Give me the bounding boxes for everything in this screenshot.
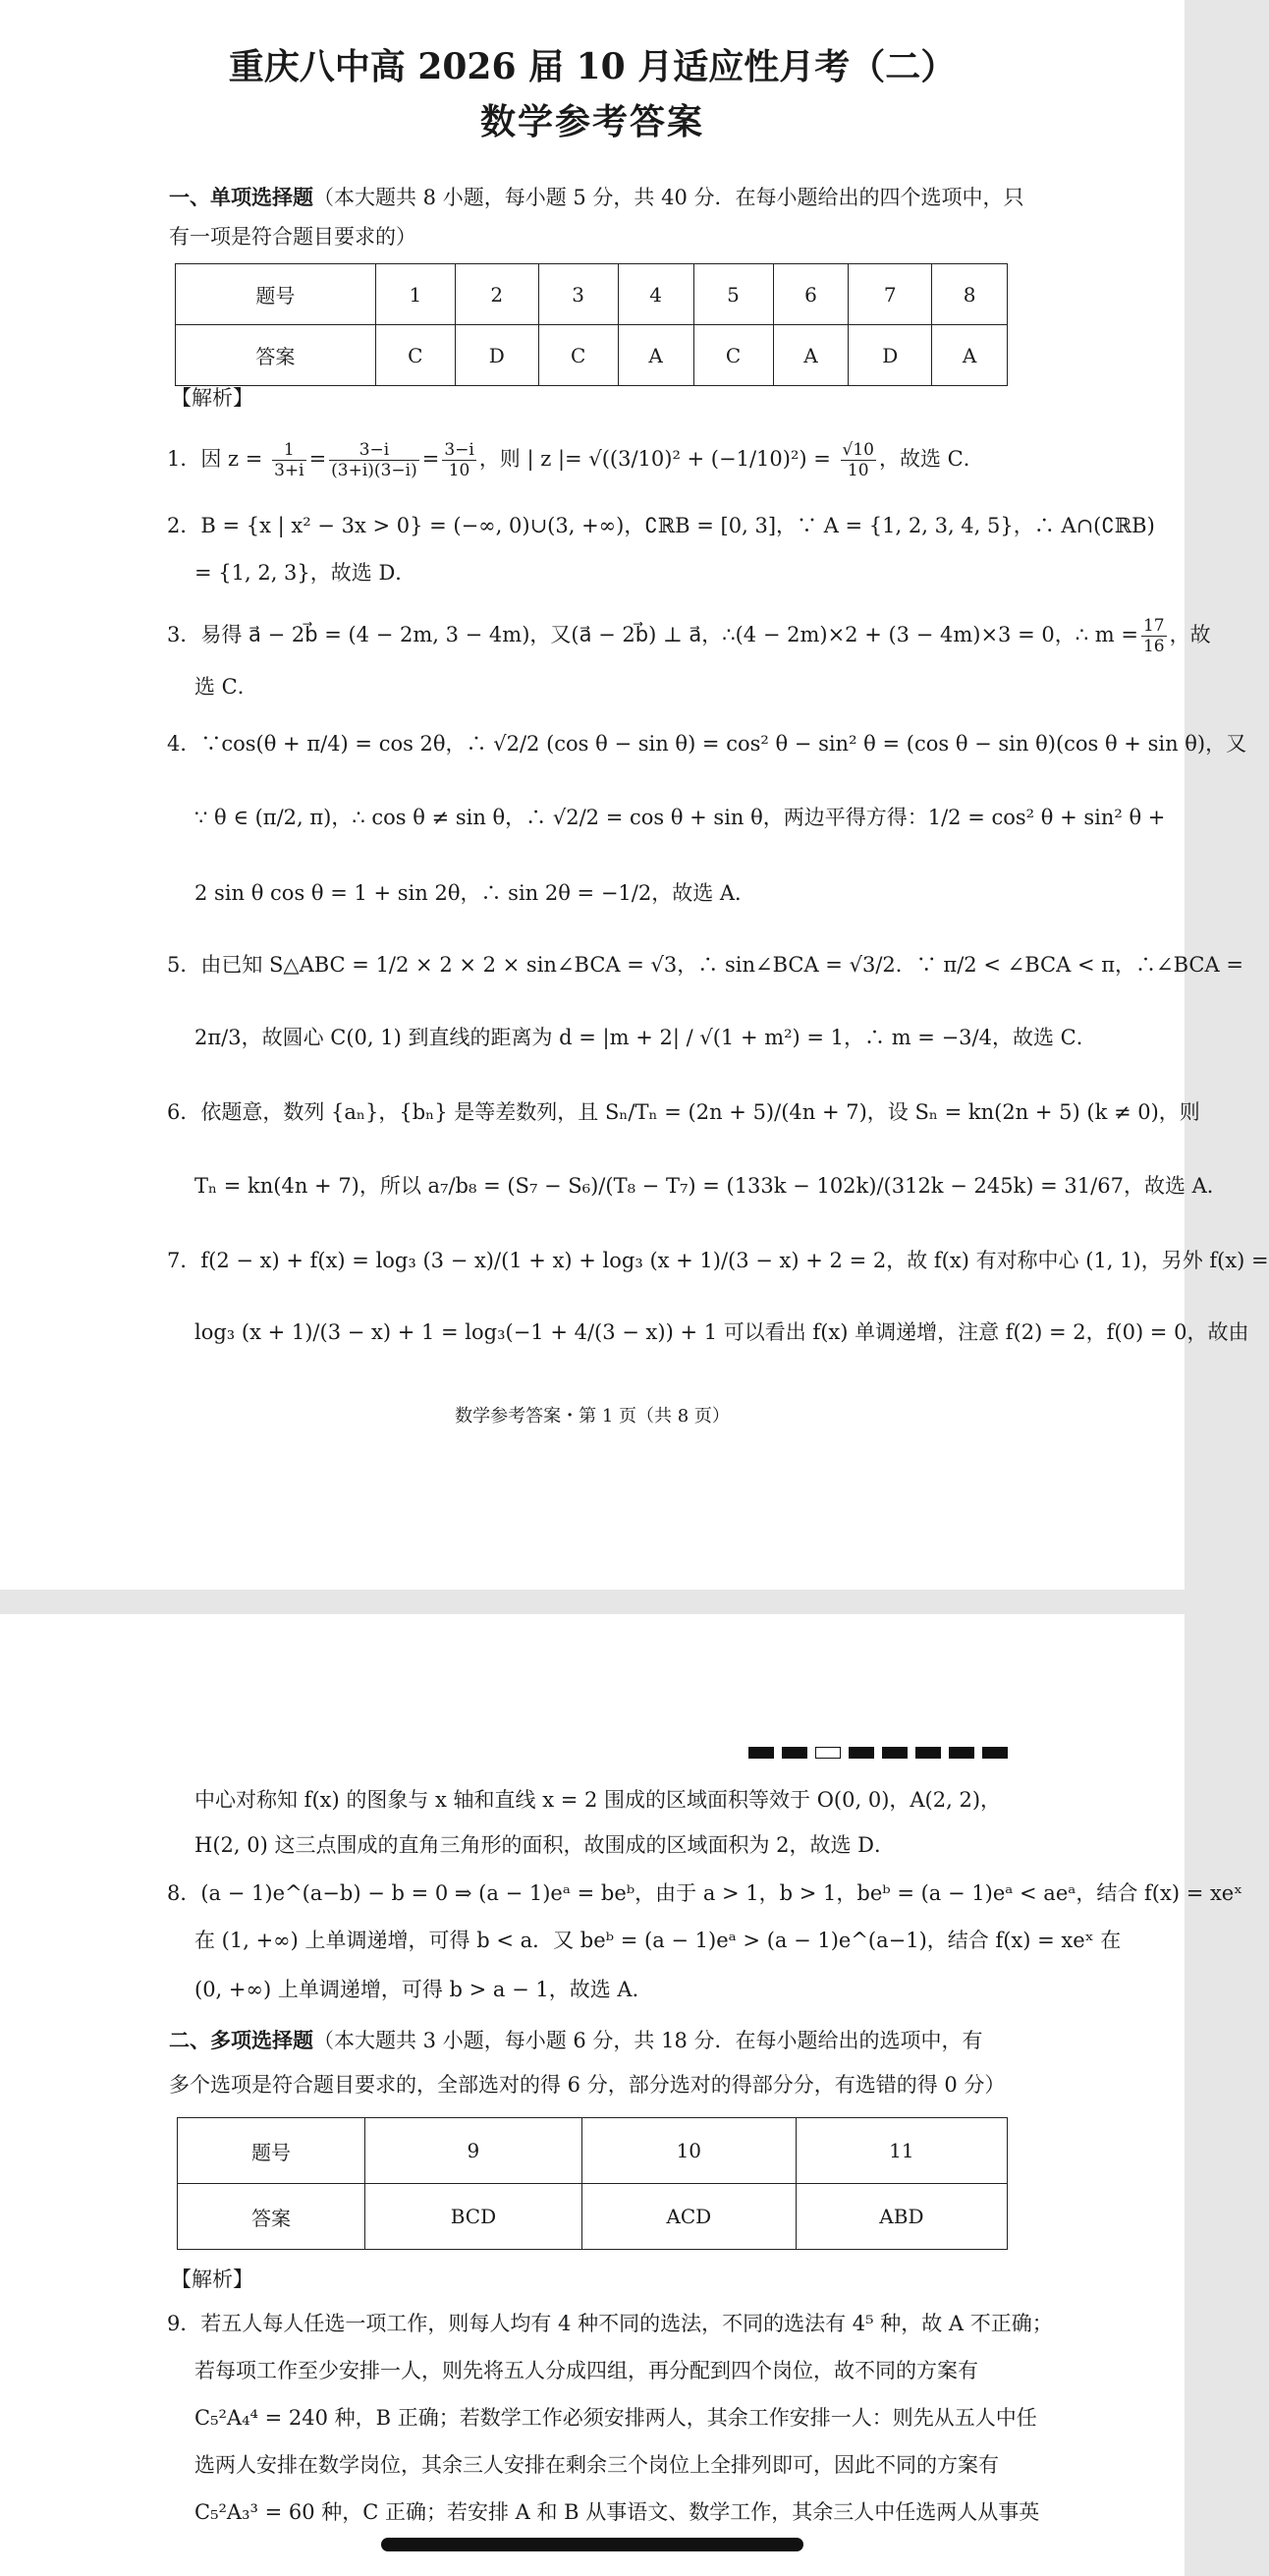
answer-cell: A	[932, 325, 1008, 386]
solution-4-line-2: ∵ θ ∈ (π/2, π)，∴ cos θ ≠ sin θ，∴ √2/2 = cos θ + sin θ，两边平得方得：1/2 = cos² θ + sin² θ +	[194, 806, 1166, 829]
solution-1	[167, 440, 1014, 480]
table-row-label: 答案	[178, 2184, 365, 2250]
answer-table-multiple	[177, 2117, 1008, 2250]
solution-7-line-4: H(2, 0) 这三点围成的直角三角形的面积，故围成的区域面积为 2，故选 D．	[194, 1833, 895, 1857]
answer-cell: C	[375, 325, 455, 386]
answer-cell: BCD	[365, 2184, 582, 2250]
equals: =	[421, 447, 440, 471]
solution-9-line-1: 9．若五人每人任选一项工作，则每人均有 4 种不同的选法，不同的选法有 4⁵ 种，故 A 不正确；	[167, 2312, 1053, 2335]
s1-text-a: 1．因 z =	[167, 447, 263, 471]
solution-2-line-2: = {1, 2, 3}，故选 D．	[194, 561, 416, 585]
s1-text-b: ，则 | z |= √((3/10)² + (−1/10)²) =	[478, 447, 831, 471]
answer-cell: C	[538, 325, 618, 386]
question-number-cell: 11	[796, 2118, 1007, 2184]
solution-6-line-1: 6．依题意，数列 {aₙ}，{bₙ} 是等差数列，且 Sₙ/Tₙ = (2n + 5)/(4n + 7)，设 Sₙ = kn(2n + 5) (k ≠ 0)，则	[167, 1100, 1200, 1124]
denominator: 3+i	[274, 461, 304, 480]
solution-6-line-2: Tₙ = kn(4n + 7)，所以 a₇/b₈ = (S₇ − S₆)/(T₈ − T₇) = (133k − 102k)/(312k − 245k) = 31/67，故选 A．	[194, 1174, 1228, 1198]
solution-8-line-1: 8．(a − 1)e^(a−b) − b = 0 ⇒ (a − 1)eᵃ = beᵇ，由于 a > 1，b > 1，beᵇ = (a − 1)eᵃ < aeᵃ，结合 f(x) = xeˣ	[167, 1881, 1243, 1905]
solution-8-line-3: (0, +∞) 上单调递增，可得 b > a − 1，故选 A．	[194, 1978, 653, 2001]
section-1-desc-b: 有一项是符合题目要求的）	[169, 225, 416, 249]
solution-9-line-3: C₅²A₄⁴ = 240 种，B 正确；若数学工作必须安排两人，其余工作安排一人：则先从五人中任	[194, 2406, 1037, 2430]
document-title: 重庆八中高 2026 届 10 月适应性月考（二）	[228, 46, 957, 87]
solution-4-line-3: 2 sin θ cos θ = 1 + sin 2θ，∴ sin 2θ = −1/2，故选 A．	[194, 881, 756, 905]
question-number-cell: 5	[693, 264, 773, 325]
denominator: 16	[1142, 637, 1165, 656]
fraction	[841, 440, 876, 480]
s3-text-a: 3．易得 a⃗ − 2b⃗ = (4 − 2m, 3 − 4m)，又(a⃗ − 2b⃗) ⊥ a⃗，∴(4 − 2m)×2 + (3 − 4m)×3 = 0，∴ m =	[167, 623, 1138, 646]
answer-cell: D	[455, 325, 538, 386]
analysis-label: 【解析】	[171, 386, 253, 410]
section-2-header	[169, 2026, 1016, 2055]
numerator: 1	[272, 440, 306, 461]
answer-cell: ABD	[796, 2184, 1007, 2250]
denominator: 10	[847, 461, 869, 480]
answer-cell: A	[618, 325, 693, 386]
marker-square	[915, 1747, 941, 1759]
fraction	[329, 440, 419, 480]
page-footer: 数学参考答案・第 1 页（共 8 页）	[455, 1406, 730, 1427]
solution-8-line-2: 在 (1, +∞) 上单调递增，可得 b < a．又 beᵇ = (a − 1)eᵃ > (a − 1)e^(a−1)，结合 f(x) = xeˣ 在	[194, 1929, 1122, 1952]
denominator: 10	[448, 461, 470, 480]
solution-5-line-2: 2π/3，故圆心 C(0, 1) 到直线的距离为 d = |m + 2| / √(1 + m²) = 1，∴ m = −3/4，故选 C．	[194, 1026, 1097, 1049]
answer-table-single	[175, 263, 1008, 386]
analysis-label-2: 【解析】	[171, 2268, 253, 2291]
denominator: (3+i)(3−i)	[331, 461, 417, 480]
question-number-cell: 8	[932, 264, 1008, 325]
section-2-desc-a: （本大题共 3 小题，每小题 6 分，共 18 分．在每小题给出的选项中，有	[313, 2029, 983, 2052]
marker-square	[949, 1747, 974, 1759]
s1-text-c: ，故选 C．	[878, 447, 984, 471]
table-row	[176, 264, 1008, 325]
section-2-desc-b: 多个选项是符合题目要求的，全部选对的得 6 分，部分选对的得部分分，有选错的得 0 分）	[169, 2073, 1006, 2097]
answer-cell: ACD	[581, 2184, 796, 2250]
fraction	[1141, 616, 1167, 656]
marker-square	[748, 1747, 774, 1759]
solution-7-line-1: 7．f(2 − x) + f(x) = log₃ (3 − x)/(1 + x) + log₃ (x + 1)/(3 − x) + 2 = 2，故 f(x) 有对称中心 (1, 1)，另外 f(x) =	[167, 1249, 1269, 1272]
table-row-label: 题号	[178, 2118, 365, 2184]
section-2-heading: 二、多项选择题	[169, 2029, 313, 2052]
question-number-cell: 7	[849, 264, 932, 325]
numerator: √10	[842, 440, 874, 460]
section-1-desc-a: （本大题共 8 小题，每小题 5 分，共 40 分．在每小题给出的四个选项中，只	[313, 186, 1024, 209]
solution-5-line-1: 5．由已知 S△ABC = 1/2 × 2 × 2 × sin∠BCA = √3，∴ sin∠BCA = √3/2．∵ π/2 < ∠BCA < π，∴∠BCA =	[167, 953, 1243, 977]
solution-3-line-2: 选 C．	[194, 675, 258, 699]
marker-square	[849, 1747, 874, 1759]
page-marker-squares	[748, 1747, 1008, 1759]
question-number-cell: 2	[455, 264, 538, 325]
table-row	[178, 2118, 1008, 2184]
question-number-cell: 6	[773, 264, 849, 325]
question-number-cell: 10	[581, 2118, 796, 2184]
s3-text-b: ，故	[1169, 623, 1211, 646]
section-1-heading: 一、单项选择题	[169, 186, 313, 209]
marker-square	[882, 1747, 908, 1759]
solution-2-line-1: 2．B = {x | x² − 3x > 0} = (−∞, 0)∪(3, +∞)，∁ℝB = [0, 3]，∵ A = {1, 2, 3, 4, 5}，∴ A∩(∁ℝB)	[167, 514, 1155, 537]
table-row-label: 答案	[176, 325, 376, 386]
answer-cell: A	[773, 325, 849, 386]
solution-7-line-3: 中心对称知 f(x) 的图象与 x 轴和直线 x = 2 围成的区域面积等效于 O(0, 0)，A(2, 2)，	[194, 1788, 1002, 1812]
numerator: 3−i	[329, 440, 419, 461]
question-number-cell: 9	[365, 2118, 582, 2184]
marker-square	[982, 1747, 1008, 1759]
marker-square-open	[815, 1747, 841, 1759]
solution-7-line-2: log₃ (x + 1)/(3 − x) + 1 = log₃(−1 + 4/(3 − x)) + 1 可以看出 f(x) 单调递增，注意 f(2) = 2，f(0) = 0，故由	[194, 1320, 1249, 1344]
document-subtitle: 数学参考答案	[479, 101, 704, 142]
fraction	[272, 440, 306, 480]
table-row	[178, 2184, 1008, 2250]
section-1-header	[169, 183, 1024, 212]
solution-9-line-5: C₅²A₃³ = 60 种，C 正确；若安排 A 和 B 从事语文、数学工作，其余三人中任选两人从事英	[194, 2500, 1040, 2524]
numerator: 3−i	[444, 440, 474, 460]
question-number-cell: 4	[618, 264, 693, 325]
table-row-label: 题号	[176, 264, 376, 325]
home-indicator-bar[interactable]	[381, 2538, 803, 2551]
solution-9-line-2: 若每项工作至少安排一人，则先将五人分成四组，再分配到四个岗位，故不同的方案有	[194, 2359, 978, 2382]
answer-cell: D	[849, 325, 932, 386]
solution-3-line-1	[167, 616, 1211, 656]
fraction	[442, 440, 476, 480]
question-number-cell: 1	[375, 264, 455, 325]
answer-cell: C	[693, 325, 773, 386]
equals: =	[308, 447, 327, 471]
numerator: 17	[1142, 616, 1165, 636]
table-row	[176, 325, 1008, 386]
solution-4-line-1: 4．∵cos(θ + π/4) = cos 2θ，∴ √2/2 (cos θ − sin θ) = cos² θ − sin² θ = (cos θ − sin θ)(cos θ + sin θ)，又	[167, 732, 1247, 756]
solution-9-line-4: 选两人安排在数学岗位，其余三人安排在剩余三个岗位上全排列即可，因此不同的方案有	[194, 2453, 999, 2477]
question-number-cell: 3	[538, 264, 618, 325]
marker-square	[782, 1747, 807, 1759]
